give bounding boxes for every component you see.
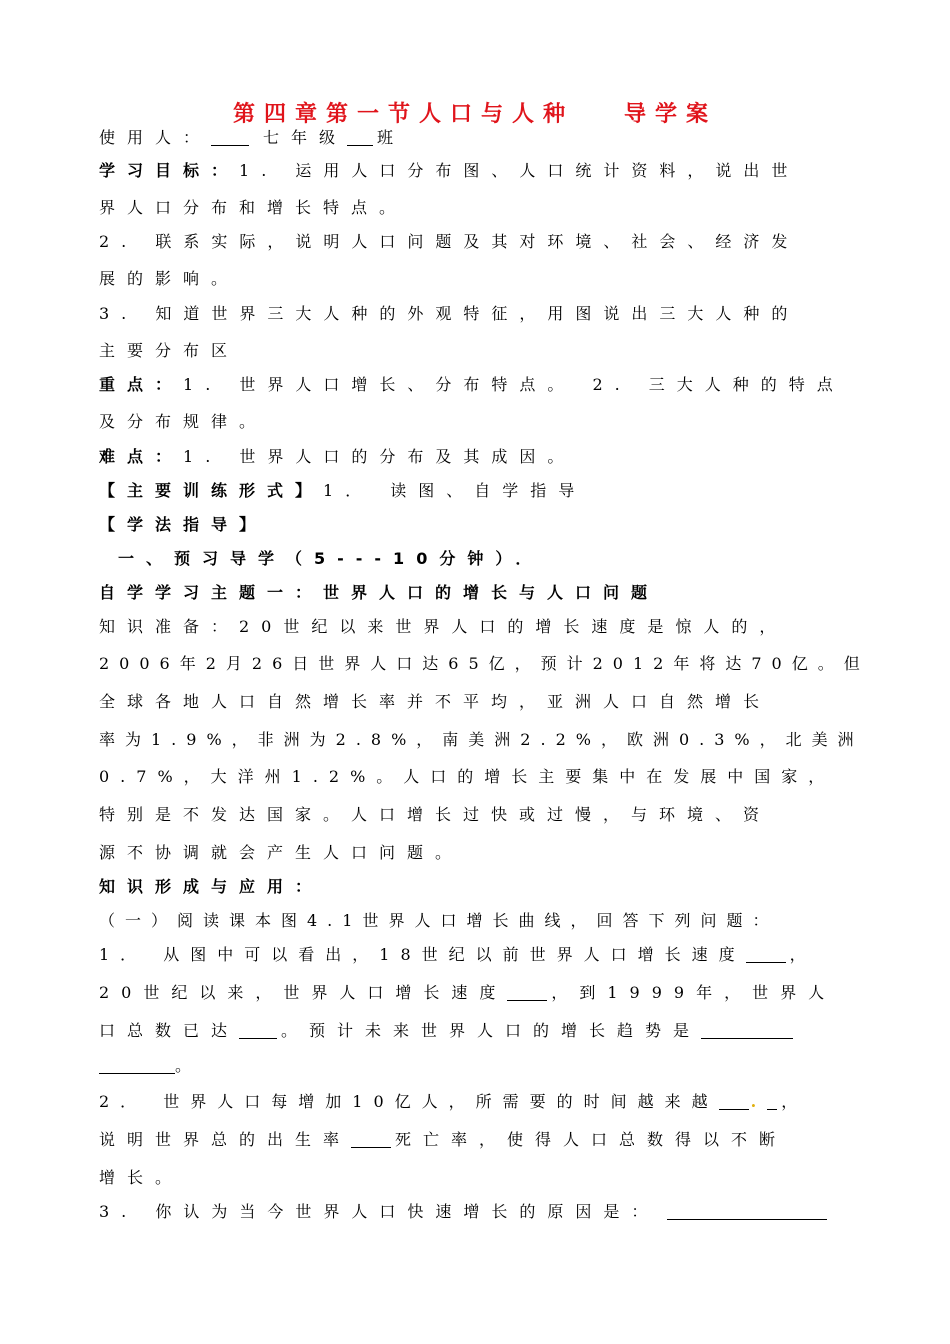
difficulty-line	[99, 445, 859, 469]
q1-text-c2: 。预计未来世界人口的增长趋势是	[281, 1021, 702, 1040]
q3-line	[99, 1200, 859, 1224]
q2-line-a	[99, 1090, 859, 1114]
q2-blank-1b[interactable]	[767, 1093, 777, 1110]
q1-text-b2: ，到1999年，世界人	[551, 983, 837, 1002]
knowledge-prep-7: 源不协调就会产生人口问题。	[99, 843, 464, 862]
q1-comma: ，	[789, 945, 817, 964]
q1-line-c	[99, 1019, 859, 1043]
key-points-text: 1. 世界人口增长、分布特点。 2. 三大人种的特点	[183, 375, 845, 394]
knowledge-prep-4: 率为1.9%，非洲为2.8%，南美洲2.2%，欧洲0.3%，北美洲	[99, 730, 864, 749]
q2-text-b1: 说明世界总的出生率	[99, 1130, 352, 1149]
user-suffix: 班	[377, 128, 406, 147]
difficulty-text: 1. 世界人口的分布及其成因。	[183, 447, 576, 466]
training-label: 【主要训练形式】	[99, 481, 324, 500]
training-text: 1． 读图、自学指导	[323, 481, 587, 500]
q2-text-b2: 死亡率，使得人口总数得以不断	[395, 1130, 788, 1149]
theme-1-heading: 自学学习主题一：世界人口的增长与人口问题	[99, 583, 660, 602]
training-line	[99, 479, 859, 503]
goal-3b: 主要分布区	[99, 341, 240, 360]
q3-text: 3. 你认为当今世界人口快速增长的原因是：	[99, 1202, 660, 1221]
knowledge-prep-6: 特别是不发达国家。人口增长过快或过慢，与环境、资	[99, 805, 772, 824]
q2-text-a: 2． 世界人口每增加10亿人，所需要的时间越来越	[99, 1092, 719, 1111]
q1-line-d	[99, 1054, 859, 1078]
q1-text-d: 。	[175, 1056, 204, 1075]
key-points-line	[99, 373, 859, 397]
q1-blank-1[interactable]	[746, 946, 786, 963]
q2-blank-1[interactable]	[719, 1093, 749, 1110]
user-line	[99, 126, 859, 150]
goal-1a: 1. 运用人口分布图、人口统计资料，说出世	[239, 161, 800, 180]
goal-2a: 2. 联系实际，说明人口问题及其对环境、社会、经济发	[99, 232, 800, 251]
user-prefix: 使用人：	[99, 128, 212, 147]
q3-blank[interactable]	[667, 1203, 827, 1220]
method-label: 【学法指导】	[99, 515, 268, 534]
section-1-heading: 一、预习导学（5---10分钟）．	[118, 549, 544, 568]
user-mid: 七年级	[263, 128, 348, 147]
name-blank[interactable]	[211, 129, 249, 146]
q2-dot: .	[750, 1092, 768, 1111]
goal-2b: 展的影响。	[99, 269, 240, 288]
class-blank[interactable]	[347, 129, 373, 146]
q2-blank-2[interactable]	[351, 1131, 391, 1148]
q2-comma: ，	[781, 1092, 809, 1111]
knowledge-prep-5: 0.7%，大洋州1.2%。人口的增长主要集中在发展中国家，	[99, 767, 836, 786]
q1-blank-4-cont[interactable]	[99, 1057, 175, 1074]
q1-text-b1: 20世纪以来，世界人口增长速度	[99, 983, 508, 1002]
q1-line-b	[99, 981, 859, 1005]
q2-line-b	[99, 1128, 859, 1152]
knowledge-prep-2: 2006年2月26日世界人口达65亿，预计2012年将达70亿。但	[99, 654, 870, 673]
difficulty-label: 难点：	[99, 447, 184, 466]
q1-blank-3[interactable]	[239, 1022, 277, 1039]
question-intro: （一）阅读课本图4.1世界人口增长曲线，回答下列问题：	[99, 911, 779, 930]
knowledge-prep-3: 全球各地人口自然增长率并不平均，亚洲人口自然增长	[99, 692, 772, 711]
formation-heading: 知识形成与应用：	[99, 877, 324, 896]
q1-text-c1: 口总数已达	[99, 1021, 240, 1040]
page-title: 第四章第一节人口与人种 导学案	[233, 102, 717, 127]
q1-line-a	[99, 943, 859, 967]
key-points-label: 重点：	[99, 375, 184, 394]
goals-line-1	[99, 159, 859, 183]
q1-blank-4[interactable]	[701, 1022, 793, 1039]
q1-blank-2[interactable]	[507, 984, 547, 1001]
goal-1b: 界人口分布和增长特点。	[99, 198, 408, 217]
goal-3a: 3. 知道世界三大人种的外观特征，用图说出三大人种的	[99, 304, 800, 323]
q1-text-a: 1． 从图中可以看出，18世纪以前世界人口增长速度	[99, 945, 746, 964]
q2-text-c: 增长。	[99, 1168, 184, 1187]
knowledge-prep-1: 知识准备：20世纪以来世界人口的增长速度是惊人的，	[99, 617, 788, 636]
key-points-text-b: 及分布规律。	[99, 412, 268, 431]
goals-label: 学习目标：	[99, 161, 240, 180]
